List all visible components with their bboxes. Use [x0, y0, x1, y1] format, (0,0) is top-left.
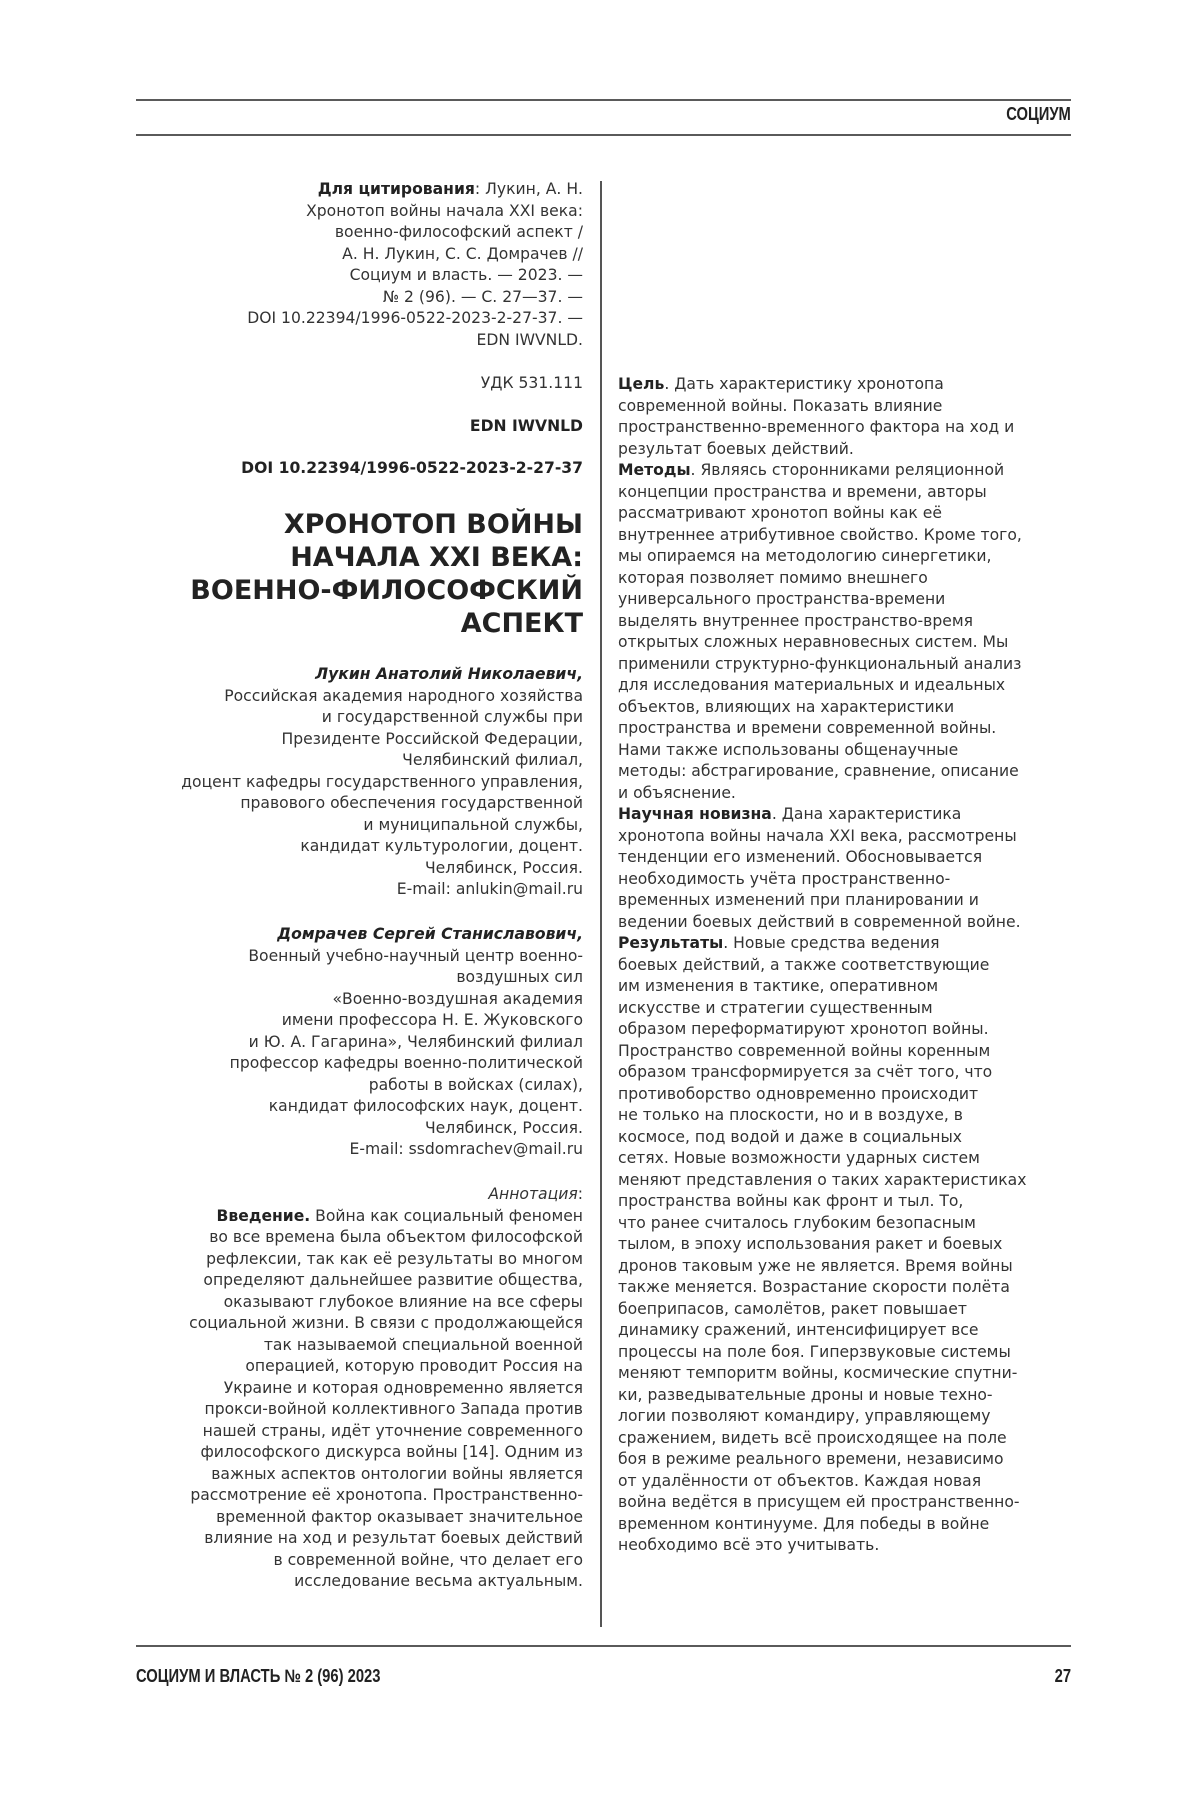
section-line: боеприпасов, самолётов, ракет повышает [618, 1299, 967, 1318]
section-line: искусстве и стратегии существенным [618, 998, 933, 1017]
intro-text: Война как социальный феномен [310, 1206, 583, 1225]
citation-block [247, 179, 583, 351]
intro-line: важных аспектов онтологии войны является [211, 1464, 583, 1483]
section-line: дронов таковым уже не является. Время войны [618, 1256, 1013, 1275]
intro-lines [189, 1227, 583, 1593]
section-line: мы опираемся на методологию синергетики, [618, 547, 992, 565]
author-2 [230, 924, 583, 1161]
affiliation-line: и Ю. А. Гагарина», Челябинский филиал [248, 1032, 583, 1051]
citation-line: военно-философский аспект / [334, 223, 583, 241]
section-line: необходимость учёта пространственно- [618, 869, 951, 888]
annotation-label: Аннотация [488, 1185, 578, 1203]
citation-text: : Лукин, А. Н. [474, 180, 583, 198]
intro-line: операцией, которую проводит Россия на [245, 1357, 583, 1375]
affiliation-line: кандидат философских наук, доцент. [268, 1097, 583, 1115]
section-line: меняют представления о таких характеристиках [618, 1170, 1027, 1189]
section-line: универсального пространства-времени [618, 590, 946, 608]
title-line: ВОЕННО-ФИЛОСОФСКИЙ [190, 575, 583, 606]
section-line: Пространство современной войны коренным [618, 1041, 991, 1060]
intro-line: определяют дальнейшее развитие общества, [203, 1271, 583, 1289]
section-lines [618, 482, 1026, 805]
section-line: не только на плоскости, но и в воздухе, в [618, 1106, 963, 1124]
section-line: рассматривают хронотоп войны как её [618, 504, 942, 522]
section-lines [618, 826, 1026, 934]
section-line: противоборство одновременно происходит [618, 1084, 979, 1103]
section-line: внутреннее атрибутивное свойство. Кроме того, [618, 525, 1022, 544]
section-line: для исследования материальных и идеальных [618, 676, 1006, 694]
intro-line: так называемой специальной военной [263, 1335, 583, 1354]
affiliation-line: правового обеспечения государственной [240, 794, 583, 812]
intro-line: рефлексии, так как её результаты во многом [206, 1249, 583, 1268]
abstract-section [618, 460, 1026, 804]
section-line: от удалённости от объектов. Каждая новая [618, 1471, 982, 1490]
intro-line: в современной войне, что делает его [273, 1550, 583, 1569]
affiliation-line: Президенте Российской Федерации, [281, 729, 583, 748]
section-line: боевых действий, а также соответствующие [618, 955, 990, 974]
section-line: методы: абстрагирование, сравнение, описание [618, 762, 1019, 780]
section-line: тенденции его изменений. Обосновывается [618, 848, 983, 866]
section-line: космосе, под водой и даже в социальных [618, 1127, 963, 1146]
affiliation-line: имени профессора Н. Е. Жуковского [281, 1011, 583, 1029]
edn: EDN IWVNLD [469, 417, 583, 435]
intro-line: нашей страны, идёт уточнение современного [202, 1421, 583, 1440]
section-line: пространственно-временного фактора на ход и [618, 418, 1015, 436]
affiliation-line: воздушных сил [456, 968, 583, 986]
page-number: 27 [1054, 1666, 1071, 1686]
abstract-section [618, 933, 1026, 1557]
author-1 [181, 664, 583, 901]
section-line: которая позволяет помимо внешнего [618, 568, 928, 587]
citation-first-line [247, 179, 583, 201]
intro-line: рассмотрение её хронотопа. Пространственно- [190, 1486, 583, 1504]
citation-line: EDN IWVNLD. [476, 330, 583, 349]
section-line: и объяснение. [618, 783, 736, 802]
title-line: АСПЕКТ [460, 608, 583, 639]
doi: DOI 10.22394/1996-0522-2023-2-27-37 [241, 459, 583, 477]
header-rule-bottom [136, 134, 1071, 136]
intro-label: Введение. [216, 1206, 311, 1225]
abstract-section [618, 374, 1026, 460]
section-lines [618, 396, 1026, 461]
section-label: Результаты [618, 934, 724, 952]
section-line: процессы на поле боя. Гиперзвуковые системы [618, 1342, 1011, 1361]
affiliation-line: кандидат культурологии, доцент. [300, 837, 583, 855]
section-line: пространства и времени современной войны. [618, 719, 997, 737]
section-line: меняют темпоритм войны, космические спутни- [618, 1364, 1018, 1382]
section-line: временном континууме. Для победы в войне [618, 1514, 990, 1533]
section-line: что ранее считалось глубоким безопасным [618, 1213, 976, 1232]
annotation-colon: : [577, 1185, 583, 1203]
section-line: современной войны. Показать влияние [618, 396, 943, 415]
intro-first-line [189, 1206, 583, 1228]
author-affiliation [230, 946, 583, 1161]
intro-line: философского дискурса войны [14]. Одним из [200, 1443, 583, 1461]
citation-line: Хронотоп войны начала XXI века: [306, 201, 583, 220]
affiliation-line: Челябинск, Россия. [424, 858, 583, 877]
section-line: Нами также использованы общенаучные [618, 740, 959, 759]
section-text: . Дать характеристику хронотопа [664, 375, 944, 393]
section-line: результат боевых действий. [618, 439, 854, 458]
affiliation-line: доцент кафедры государственного управления, [181, 772, 583, 791]
udk: УДК 531.111 [480, 374, 583, 392]
affiliation-line: Челябинский филиал, [402, 751, 583, 769]
intro-line: временной фактор оказывает значительное [216, 1507, 583, 1526]
section-line: боя в режиме реального времени, независимо [618, 1450, 1004, 1468]
section-label: Научная новизна [618, 805, 772, 823]
section-line: концепции пространства и времени, авторы [618, 482, 987, 501]
section-line: объектов, влияющих на характеристики [618, 697, 955, 716]
section-line: пространства войны как фронт и тыл. То, [618, 1192, 964, 1210]
affiliation-line: профессор кафедры военно-политической [229, 1054, 583, 1072]
section-line: выделять внутреннее пространство-время [618, 611, 973, 630]
section-line: необходимо всё это учитывать. [618, 1536, 880, 1554]
citation-line: А. Н. Лукин, С. С. Домрачев // [342, 244, 583, 263]
annotation-intro [189, 1184, 583, 1593]
intro-line: исследование весьма актуальным. [294, 1572, 583, 1590]
intro-line: во все времена была объектом философской [209, 1228, 583, 1246]
section-line: сражением, видеть всё происходящее на поле [618, 1428, 1007, 1447]
citation-line: DOI 10.22394/1996-0522-2023-2-27-37. — [247, 309, 583, 327]
affiliation-line: и государственной службы при [321, 708, 583, 726]
citation-line: № 2 (96). — С. 27—37. — [382, 287, 583, 306]
intro-line: оказывают глубокое влияние на все сферы [223, 1292, 583, 1311]
column-divider [600, 181, 602, 1627]
section-first-line [618, 804, 1026, 826]
affiliation-line: E-mail: ssdomrachev@mail.ru [349, 1140, 583, 1158]
intro-line: Украине и которая одновременно является [223, 1378, 583, 1397]
intro-line: влияние на ход и результат боевых действий [204, 1529, 583, 1547]
section-line: ки, разведывательные дроны и новые техно- [618, 1385, 993, 1404]
abstract-section [618, 804, 1026, 933]
section-text: . Новые средства ведения [723, 934, 940, 952]
section-line: хронотопа войны начала XXI века, рассмотрены [618, 826, 1017, 845]
section-first-line [618, 933, 1026, 955]
affiliation-line: Военный учебно-научный центр военно- [248, 946, 583, 965]
affiliation-line: работы в войсках (силах), [368, 1075, 583, 1094]
affiliation-line: и муниципальной службы, [363, 815, 583, 834]
section-line: образом переформатируют хронотоп войны. [618, 1020, 989, 1038]
footer-rule [136, 1645, 1071, 1647]
section-line: открытых сложных неравновесных систем. Мы [618, 633, 1009, 651]
author-affiliation [181, 686, 583, 901]
affiliation-line: E-mail: anlukin@mail.ru [396, 880, 583, 898]
title-line: ХРОНОТОП ВОЙНЫ [283, 509, 583, 540]
section-label: Методы [618, 461, 691, 479]
footer-journal-title: СОЦИУМ И ВЛАСТЬ № 2 (96) 2023 [136, 1666, 381, 1686]
annotation-heading [189, 1184, 583, 1206]
affiliation-line: Челябинск, Россия. [424, 1118, 583, 1137]
section-line: временных изменений при планировании и [618, 891, 979, 909]
citation-label: Для цитирования [317, 180, 475, 198]
section-line: применили структурно-функциональный анализ [618, 654, 1022, 673]
section-line: логии позволяют командиру, управляющему [618, 1407, 991, 1425]
abstract-sections [618, 374, 1026, 1557]
section-line: образом трансформируется за счёт того, что [618, 1063, 993, 1081]
section-line: ведении боевых действий в современной войне. [618, 912, 1021, 931]
section-line: им изменения в тактике, оперативном [618, 977, 939, 995]
citation-line: Социум и власть. — 2023. — [349, 266, 583, 284]
section-line: сетях. Новые возможности ударных систем [618, 1149, 980, 1167]
section-line: тылом, в эпоху использования ракет и боевых [618, 1235, 1003, 1253]
author-name: Лукин Анатолий Николаевич, [315, 665, 583, 683]
section-line: динамику сражений, интенсифицирует все [618, 1321, 979, 1339]
affiliation-line: Российская академия народного хозяйства [224, 686, 583, 705]
section-text: . Дана характеристика [771, 805, 962, 823]
section-lines [618, 955, 1026, 1557]
section-label: Цель [618, 375, 665, 393]
citation-lines [247, 201, 583, 352]
header-rule-top [136, 99, 1071, 101]
section-title: СОЦИУМ [1006, 104, 1071, 124]
section-text: . Являясь сторонниками реляционной [690, 461, 1005, 479]
intro-line: прокси-войной коллективного Запада против [204, 1400, 583, 1418]
article-title [190, 508, 583, 640]
section-line: также меняется. Возрастание скорости полёта [618, 1278, 1010, 1296]
section-first-line [618, 374, 1026, 396]
section-line: война ведётся в присущем ей пространственно- [618, 1493, 1020, 1511]
affiliation-line: «Военно-воздушная академия [332, 989, 583, 1008]
title-line: НАЧАЛА XXI ВЕКА: [290, 542, 583, 573]
section-first-line [618, 460, 1026, 482]
author-name: Домрачев Сергей Станиславович, [277, 925, 583, 943]
intro-line: социальной жизни. В связи с продолжающейся [189, 1314, 583, 1332]
